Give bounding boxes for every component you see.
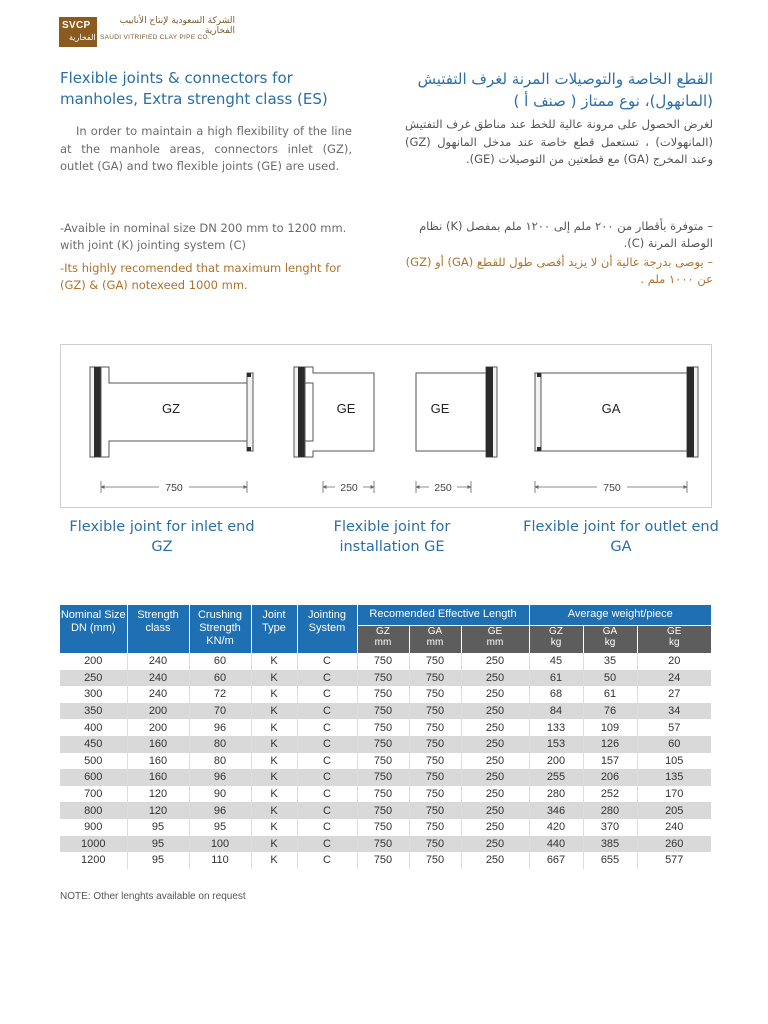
- sub-unit: kg: [604, 636, 616, 648]
- table-cell: 900: [60, 819, 127, 836]
- gz-label: GZ: [161, 401, 181, 416]
- table-cell: 200: [529, 753, 583, 770]
- table-cell: 600: [60, 769, 127, 786]
- table-cell: 126: [583, 736, 637, 753]
- table-cell: C: [297, 653, 357, 670]
- table-cell: C: [297, 819, 357, 836]
- table-cell: 96: [189, 719, 251, 736]
- table-cell: 160: [127, 753, 189, 770]
- table-cell: 750: [357, 836, 409, 853]
- table-cell: 160: [127, 769, 189, 786]
- table-cell: 100: [189, 836, 251, 853]
- table-cell: C: [297, 836, 357, 853]
- table-cell: 50: [583, 670, 637, 687]
- table-cell: 1000: [60, 836, 127, 853]
- table-cell: K: [251, 802, 297, 819]
- company-name-en: SAUDI VITRIFIED CLAY PIPE CO.: [100, 34, 210, 41]
- logo-abbr: SVCP: [62, 20, 91, 31]
- table-row: [60, 703, 711, 720]
- table-cell: 300: [60, 686, 127, 703]
- table-row: [60, 802, 711, 819]
- table-cell: 20: [637, 653, 711, 670]
- header-jointing-system: Jointing System: [297, 605, 357, 653]
- table-cell: 206: [583, 769, 637, 786]
- table-cell: 400: [60, 719, 127, 736]
- table-cell: K: [251, 703, 297, 720]
- table-cell: 250: [461, 736, 529, 753]
- table-cell: 160: [127, 736, 189, 753]
- fittings-diagram: [60, 344, 712, 508]
- table-cell: 105: [637, 753, 711, 770]
- table-row: [60, 670, 711, 687]
- table-cell: 240: [637, 819, 711, 836]
- table-cell: 385: [583, 836, 637, 853]
- table-cell: C: [297, 719, 357, 736]
- table-cell: 170: [637, 786, 711, 803]
- table-cell: 200: [127, 719, 189, 736]
- table-cell: 750: [409, 719, 461, 736]
- table-cell: 655: [583, 852, 637, 869]
- sub-header-ge-kg: [637, 625, 711, 653]
- table-body: [60, 653, 711, 869]
- table-cell: 250: [461, 653, 529, 670]
- sub-header-ga-kg: [583, 625, 637, 653]
- table-row: [60, 852, 711, 869]
- table-cell: K: [251, 786, 297, 803]
- table-cell: 750: [409, 786, 461, 803]
- table-cell: C: [297, 703, 357, 720]
- table-cell: 750: [409, 653, 461, 670]
- table-cell: 250: [461, 769, 529, 786]
- table-cell: 750: [409, 769, 461, 786]
- company-name-ar: الشركة السعودية لإنتاج الأنابيب الفخارية: [119, 16, 235, 36]
- table-cell: 280: [583, 802, 637, 819]
- table-cell: 1200: [60, 852, 127, 869]
- table-cell: K: [251, 753, 297, 770]
- header-average-weight: Average weight/piece: [529, 605, 711, 625]
- sub-name: GA: [602, 625, 618, 637]
- table-cell: 200: [60, 653, 127, 670]
- table-cell: C: [297, 769, 357, 786]
- table-cell: 255: [529, 769, 583, 786]
- table-cell: 95: [127, 852, 189, 869]
- table-cell: 57: [637, 719, 711, 736]
- table-cell: 800: [60, 802, 127, 819]
- table-cell: 250: [461, 670, 529, 687]
- table-row: [60, 836, 711, 853]
- table-cell: C: [297, 736, 357, 753]
- table-cell: 750: [409, 703, 461, 720]
- gz-dimension: 750: [165, 482, 183, 494]
- sub-header-gz-mm: [357, 625, 409, 653]
- table-cell: 370: [583, 819, 637, 836]
- table-cell: K: [251, 653, 297, 670]
- ga-label: GA: [601, 401, 621, 416]
- recommendation-arabic: – يوصى بدرجة عالية أن لا يزيد أقصى طول للقطع (GA) أو (GZ) عن ١٠٠٠ ملم .: [405, 255, 713, 286]
- ge-fitting-right: [416, 367, 497, 457]
- table-cell: 60: [189, 670, 251, 687]
- specifications-table: [60, 605, 711, 869]
- ge-dimension-right: 250: [434, 482, 452, 494]
- table-cell: 205: [637, 802, 711, 819]
- table-cell: 72: [189, 686, 251, 703]
- table-cell: 750: [357, 670, 409, 687]
- table-cell: 80: [189, 753, 251, 770]
- table-cell: 750: [409, 670, 461, 687]
- table-row: [60, 753, 711, 770]
- table-cell: 750: [357, 686, 409, 703]
- table-row: [60, 769, 711, 786]
- table-cell: 84: [529, 703, 583, 720]
- table-cell: 420: [529, 819, 583, 836]
- table-cell: 250: [461, 836, 529, 853]
- table-cell: 260: [637, 836, 711, 853]
- table-cell: 700: [60, 786, 127, 803]
- table-cell: 157: [583, 753, 637, 770]
- table-cell: 500: [60, 753, 127, 770]
- table-cell: 346: [529, 802, 583, 819]
- table-cell: 750: [409, 686, 461, 703]
- table-cell: K: [251, 736, 297, 753]
- table-cell: 750: [409, 852, 461, 869]
- table-row: [60, 653, 711, 670]
- table-cell: 61: [583, 686, 637, 703]
- ga-dimension: 750: [603, 482, 621, 494]
- table-row: [60, 736, 711, 753]
- table-cell: 440: [529, 836, 583, 853]
- caption-ge: Flexible joint for installation GE: [333, 519, 451, 555]
- table-cell: 96: [189, 802, 251, 819]
- table-cell: 750: [357, 786, 409, 803]
- table-cell: K: [251, 819, 297, 836]
- table-cell: 280: [529, 786, 583, 803]
- table-row: [60, 719, 711, 736]
- table-cell: K: [251, 686, 297, 703]
- table-row: [60, 786, 711, 803]
- table-cell: 27: [637, 686, 711, 703]
- table-cell: 250: [461, 719, 529, 736]
- table-cell: 250: [461, 819, 529, 836]
- table-cell: 750: [357, 802, 409, 819]
- table-cell: 750: [409, 753, 461, 770]
- table-cell: 250: [461, 686, 529, 703]
- table-cell: 200: [127, 703, 189, 720]
- table-cell: 240: [127, 653, 189, 670]
- table-cell: 135: [637, 769, 711, 786]
- table-cell: 60: [637, 736, 711, 753]
- table-cell: 24: [637, 670, 711, 687]
- sub-header-ga-mm: [409, 625, 461, 653]
- table-cell: 750: [357, 736, 409, 753]
- table-cell: 76: [583, 703, 637, 720]
- table-cell: 750: [409, 836, 461, 853]
- header-strength-class: Strength class: [127, 605, 189, 653]
- sub-unit: mm: [486, 636, 504, 648]
- table-note: NOTE: Other lenghts available on request: [60, 891, 246, 902]
- ge-fitting-left: [294, 367, 374, 457]
- header-joint-type: Joint Type: [251, 605, 297, 653]
- table-cell: 750: [409, 819, 461, 836]
- table-cell: 95: [127, 819, 189, 836]
- table-cell: C: [297, 852, 357, 869]
- table-cell: 80: [189, 736, 251, 753]
- intro-paragraph-arabic: لغرض الحصول على مرونة عالية للخط عند مناطق غرف التفتيش (المانهولات) ، تستعمل قطع خاصة عند مدخل المانهول (GZ) وعند المخرج (GA) مع قطعتين من التوصيلات (GE).: [405, 117, 713, 166]
- fittings-drawing: [61, 345, 711, 507]
- table-cell: 133: [529, 719, 583, 736]
- table-cell: 250: [461, 703, 529, 720]
- availability-english: -Avaible in nominal size DN 200 mm to 1200 mm. with joint (K) jointing system (C): [60, 221, 347, 252]
- caption-ga: Flexible joint for outlet end GA: [523, 519, 719, 555]
- table-cell: 68: [529, 686, 583, 703]
- table-cell: 95: [189, 819, 251, 836]
- availability-arabic: – متوفرة بأقطار من ٢٠٠ ملم إلى ١٢٠٠ ملم بمفصل (K) نظام الوصلة المرنة (C).: [419, 219, 713, 250]
- table-cell: K: [251, 719, 297, 736]
- header-crushing-strength: Crushing Strength KN/m: [189, 605, 251, 653]
- recommendation-english: -Its highly recomended that maximum lenght for (GZ) & (GA) notexeed 1000 mm.: [60, 261, 341, 292]
- table-cell: 250: [461, 852, 529, 869]
- table-cell: 667: [529, 852, 583, 869]
- sub-unit: mm: [426, 636, 444, 648]
- sub-name: GE: [487, 625, 503, 637]
- table-cell: 750: [357, 819, 409, 836]
- table-cell: 350: [60, 703, 127, 720]
- sub-name: GZ: [549, 625, 563, 637]
- table-row: [60, 686, 711, 703]
- table-cell: K: [251, 852, 297, 869]
- table-cell: 750: [357, 769, 409, 786]
- table-cell: 34: [637, 703, 711, 720]
- sub-unit: mm: [374, 636, 392, 648]
- table-cell: C: [297, 686, 357, 703]
- header-effective-length: Recomended Effective Length: [357, 605, 529, 625]
- table-cell: 250: [461, 753, 529, 770]
- table-cell: 250: [461, 786, 529, 803]
- table-cell: 95: [127, 836, 189, 853]
- table-cell: C: [297, 753, 357, 770]
- logo-abbr-ar: الفخارية: [69, 33, 96, 42]
- table-cell: 109: [583, 719, 637, 736]
- header-nominal-size: Nominal Size DN (mm): [60, 605, 127, 653]
- title-arabic: القطع الخاصة والتوصيلات المرنة لغرف التفتيش (المانهول)، نوع ممتاز ( صنف أ ): [417, 70, 713, 110]
- ge-dimension-left: 250: [340, 482, 358, 494]
- table-cell: 90: [189, 786, 251, 803]
- sub-name: GA: [427, 625, 443, 637]
- table-cell: C: [297, 670, 357, 687]
- table-cell: 750: [357, 703, 409, 720]
- table-cell: 61: [529, 670, 583, 687]
- table-cell: 250: [60, 670, 127, 687]
- table-cell: 750: [357, 719, 409, 736]
- table-cell: 35: [583, 653, 637, 670]
- company-logo: [59, 17, 97, 47]
- table-cell: 96: [189, 769, 251, 786]
- table-cell: 110: [189, 852, 251, 869]
- table-cell: 750: [357, 852, 409, 869]
- sub-header-ge-mm: [461, 625, 529, 653]
- table-cell: 153: [529, 736, 583, 753]
- table-cell: C: [297, 802, 357, 819]
- sub-header-gz-kg: [529, 625, 583, 653]
- title-english: Flexible joints & connectors for manholes, Extra strenght class (ES): [60, 69, 328, 108]
- table-cell: 252: [583, 786, 637, 803]
- table-cell: K: [251, 769, 297, 786]
- table-cell: K: [251, 836, 297, 853]
- table-cell: 577: [637, 852, 711, 869]
- table-cell: 750: [409, 736, 461, 753]
- table-row: [60, 819, 711, 836]
- table-cell: 120: [127, 802, 189, 819]
- table-cell: 45: [529, 653, 583, 670]
- table-cell: 70: [189, 703, 251, 720]
- sub-name: GZ: [376, 625, 390, 637]
- sub-name: GE: [667, 625, 682, 637]
- caption-gz: Flexible joint for inlet end GZ: [69, 519, 255, 555]
- table-cell: 60: [189, 653, 251, 670]
- table-cell: K: [251, 670, 297, 687]
- sub-unit: kg: [668, 636, 680, 648]
- table-cell: 450: [60, 736, 127, 753]
- table-cell: 120: [127, 786, 189, 803]
- sub-unit: kg: [550, 636, 562, 648]
- table-cell: 750: [357, 753, 409, 770]
- table-cell: 750: [357, 653, 409, 670]
- table-cell: 240: [127, 686, 189, 703]
- ge-label-left: GE: [336, 401, 356, 416]
- table-cell: C: [297, 786, 357, 803]
- table-cell: 240: [127, 670, 189, 687]
- ge-label-right: GE: [430, 401, 450, 416]
- table-cell: 250: [461, 802, 529, 819]
- intro-paragraph-english: In order to maintain a high flexibility of the line at the manhole areas, connectors inlet (GZ), outlet (GA) and two flexible joints (GE) are used.: [60, 124, 352, 173]
- table-cell: 750: [409, 802, 461, 819]
